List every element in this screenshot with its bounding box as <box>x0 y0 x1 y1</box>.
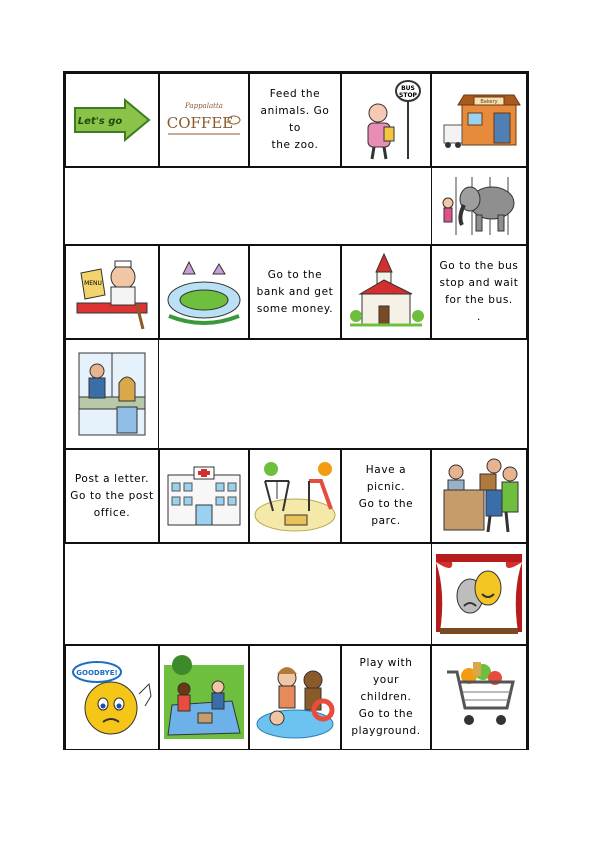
cell-post-text[interactable] <box>65 449 159 543</box>
bakery-sign: Bakery <box>480 99 498 105</box>
waiter-icon <box>71 253 153 331</box>
picnic-instruction: Have a picnic. Go to the parc. <box>358 464 414 527</box>
post-office-icon <box>436 456 522 536</box>
cell-zoo-text[interactable] <box>249 73 341 167</box>
cell-goodbye[interactable] <box>65 645 159 750</box>
playground-icon <box>253 457 337 535</box>
bakery-icon <box>436 87 522 153</box>
cell-picnic-text[interactable] <box>341 449 431 543</box>
cell-stadium[interactable] <box>159 245 249 339</box>
cell-bus-text[interactable] <box>431 245 527 339</box>
shopping-cart-icon <box>439 658 519 738</box>
cell-coffee[interactable] <box>159 73 249 167</box>
goodbye-label: GOODBYE! <box>76 668 118 677</box>
svg-text:BUS: BUS <box>401 85 415 92</box>
bus-stop-icon <box>348 77 424 163</box>
picnic-icon <box>162 655 246 741</box>
cell-bus-stop[interactable] <box>341 73 431 167</box>
cell-theatre[interactable] <box>431 543 527 645</box>
cell-playground-text[interactable] <box>341 645 431 750</box>
cell-pool[interactable] <box>249 645 341 750</box>
start-label: Let's go <box>77 116 123 127</box>
coffee-logo-big: COFFEE <box>166 114 234 132</box>
cell-waiter[interactable] <box>65 245 159 339</box>
goodbye-face-icon <box>69 656 155 740</box>
bus-instruction: Go to the bus stop and wait for the bus. . <box>439 260 519 323</box>
cell-start[interactable] <box>65 73 159 167</box>
arrow-icon <box>73 98 151 142</box>
cell-church[interactable] <box>341 245 431 339</box>
svg-text:MENU: MENU <box>84 280 102 287</box>
cell-picnic[interactable] <box>159 645 249 750</box>
cell-post-office[interactable] <box>431 449 527 543</box>
church-icon <box>346 252 426 332</box>
cell-shopping[interactable] <box>431 645 527 750</box>
cell-bakery[interactable] <box>431 73 527 167</box>
cell-empty-row6 <box>65 543 431 645</box>
cell-playground[interactable] <box>249 449 341 543</box>
cell-empty-row2 <box>65 167 431 245</box>
cell-empty-row4 <box>159 339 527 449</box>
svg-text:STOP: STOP <box>399 92 417 99</box>
coffee-logo <box>164 100 244 140</box>
post-instruction: Post a letter. Go to the post office. <box>70 472 154 519</box>
bank-teller-icon <box>77 351 147 437</box>
bank-instruction: Go to the bank and get some money. <box>256 268 334 315</box>
cell-bank[interactable] <box>65 339 159 449</box>
theatre-masks-icon <box>434 552 524 636</box>
coffee-logo-small: Pappalatta <box>185 102 223 110</box>
cell-bank-text[interactable] <box>249 245 341 339</box>
hospital-icon <box>164 465 244 527</box>
pool-icon <box>253 656 337 740</box>
stadium-icon <box>163 256 245 328</box>
zoo-instruction: Feed the animals. Go to the zoo. <box>260 88 330 151</box>
elephant-icon <box>436 173 522 239</box>
cell-hospital[interactable] <box>159 449 249 543</box>
cell-zoo[interactable] <box>431 167 527 245</box>
game-board <box>63 71 529 750</box>
playground-instruction: Play with your children. Go to the playground. <box>351 657 421 737</box>
